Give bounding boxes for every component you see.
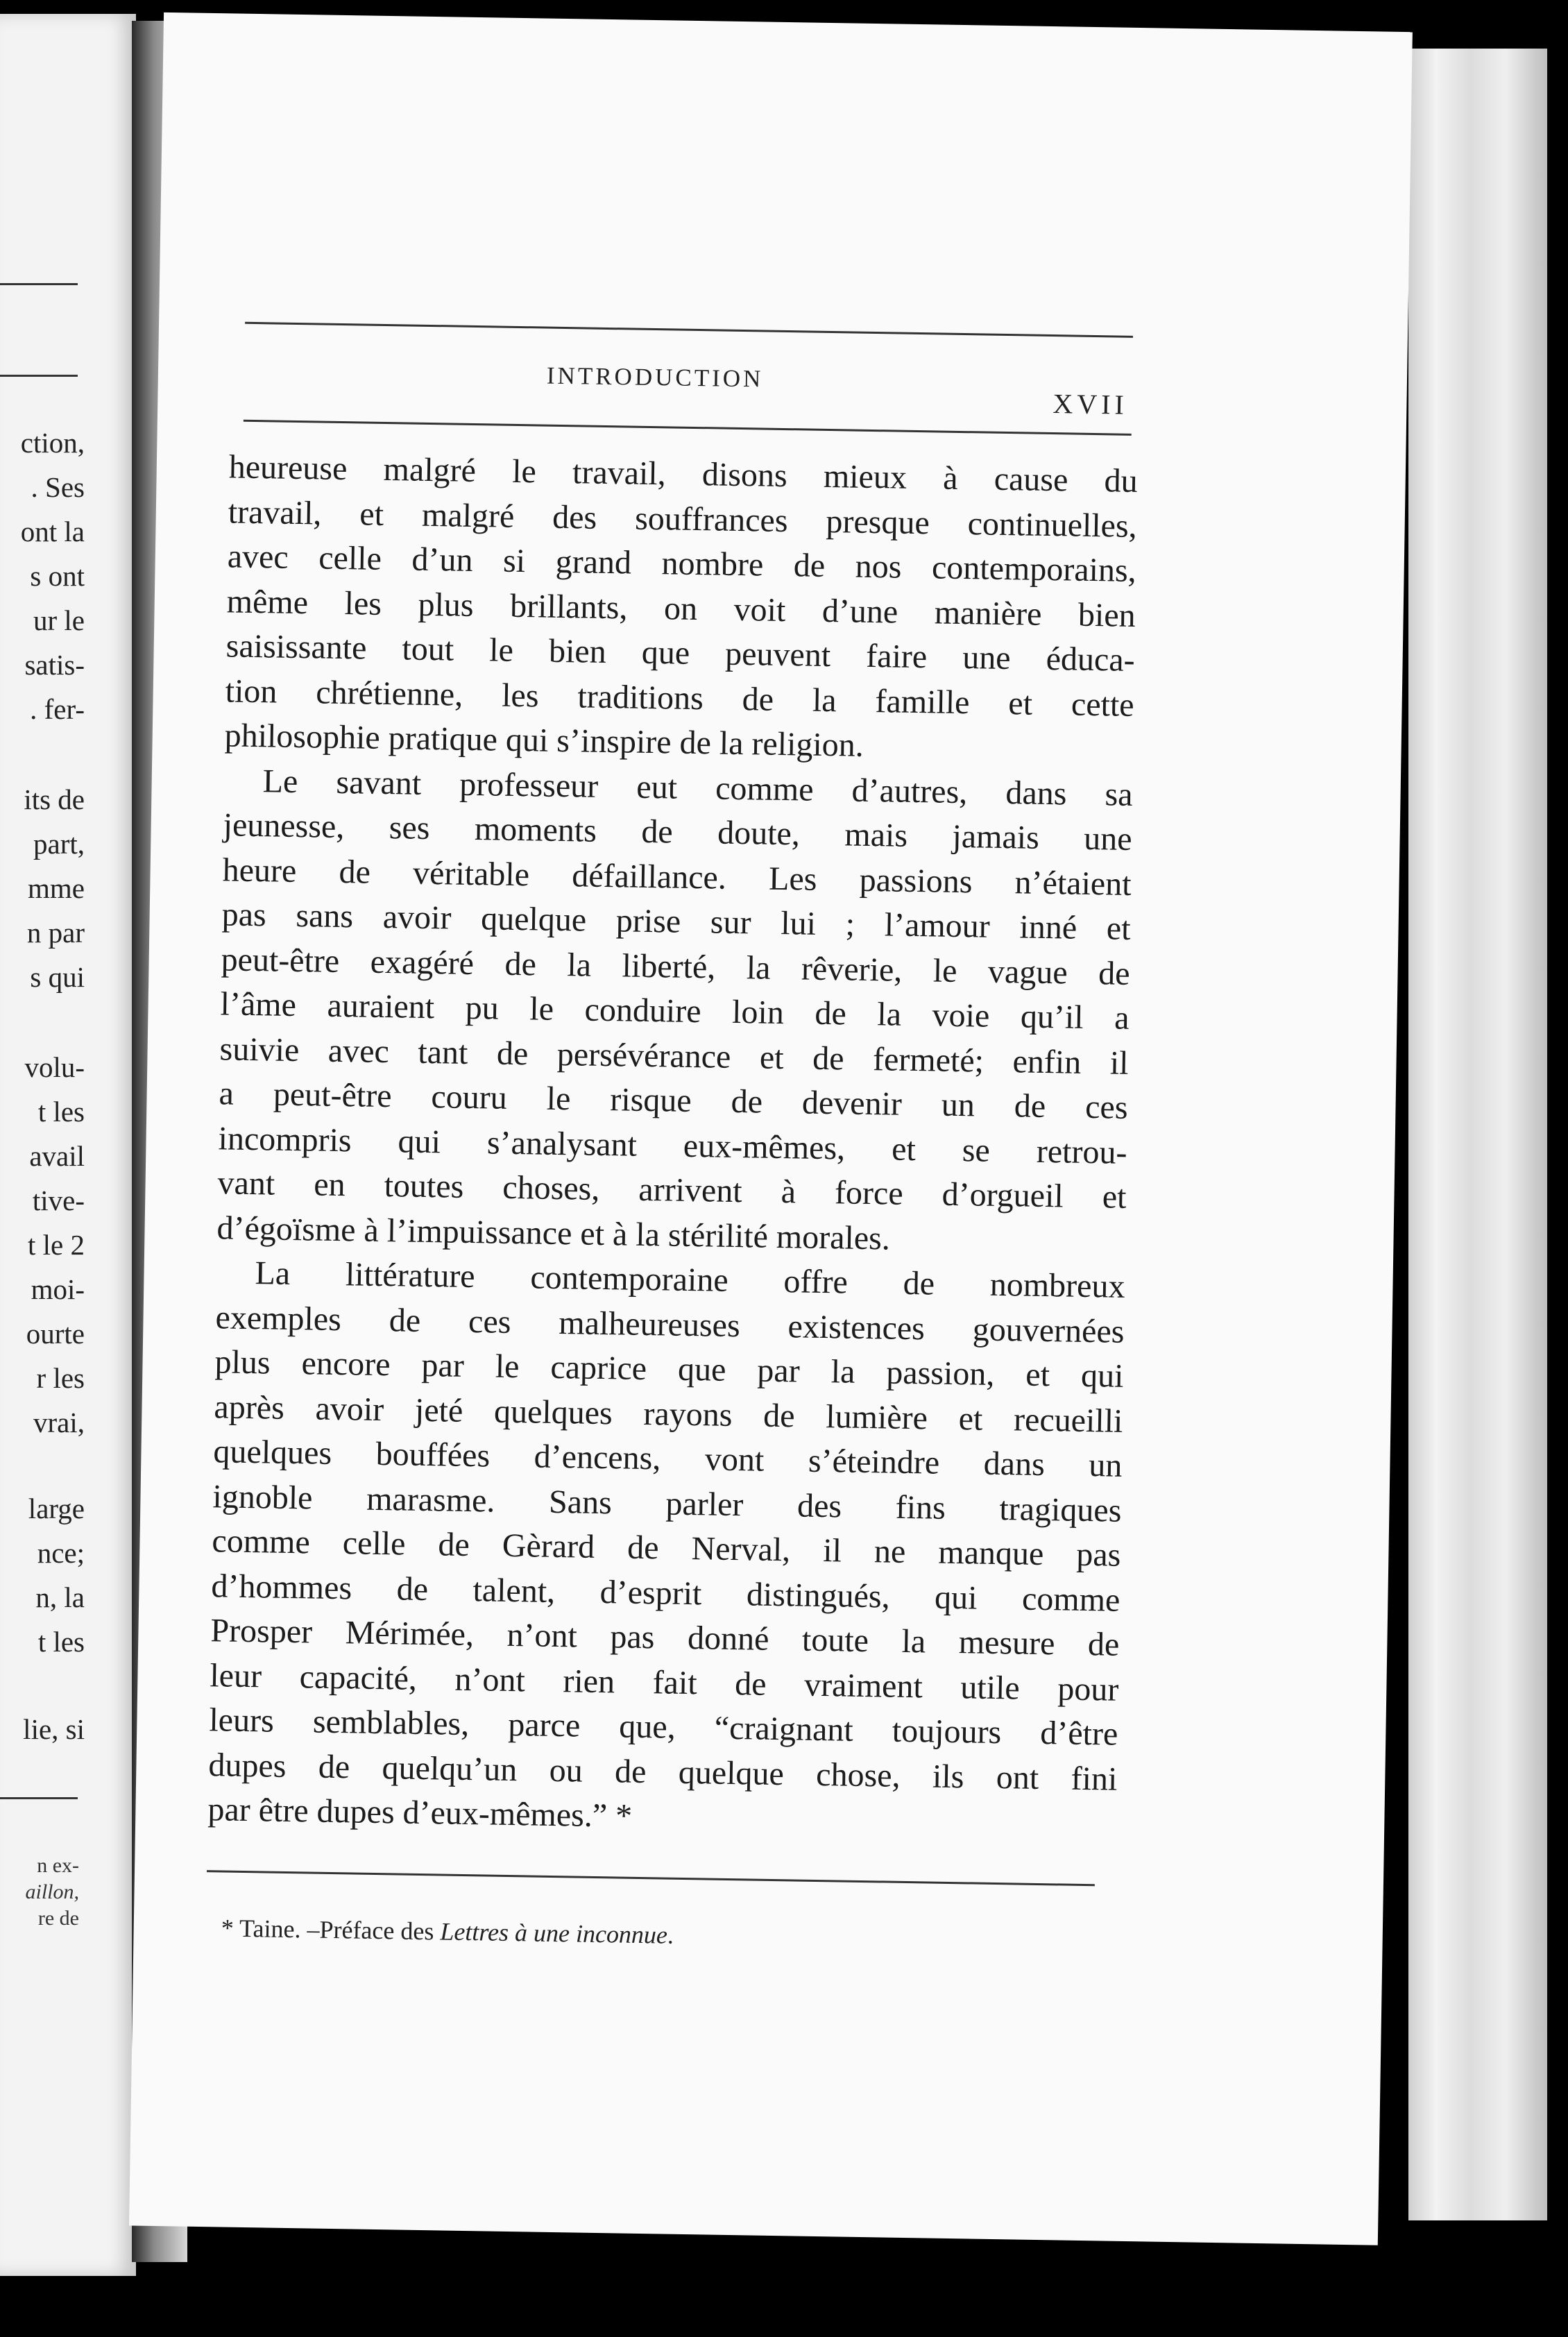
- left-page-fragment: ur le: [33, 604, 85, 636]
- text-line: par être dupes d’eux-mêmes.” *: [207, 1791, 633, 1835]
- left-page-fragment: mme: [28, 872, 85, 904]
- running-head: INTRODUCTION: [546, 362, 764, 393]
- text-line: suivie avec tant de persévérance et de fermeté; enfin il: [219, 1030, 1129, 1082]
- left-page-footnote-fragment: n ex-: [37, 1854, 79, 1877]
- body-text: [207, 445, 1138, 1846]
- left-page-fragment: volu-: [24, 1051, 85, 1083]
- left-page-fragment: t les: [37, 1096, 85, 1128]
- left-page-fragment: r les: [36, 1362, 85, 1394]
- left-page-fragment: ction,: [20, 427, 85, 459]
- text-line: La littérature contemporaine offre de nombreux: [255, 1255, 1125, 1305]
- page-number: XVII: [1053, 388, 1129, 420]
- left-page-rule: [0, 1797, 78, 1799]
- left-page-fragment: vrai,: [33, 1407, 85, 1438]
- text-line: travail, et malgré des souffrances presque continuelles,: [228, 493, 1138, 545]
- left-page-fragment: s ont: [30, 560, 85, 592]
- left-page-fragment: . Ses: [31, 471, 85, 503]
- right-page: [129, 12, 1413, 2245]
- footnote-prefix: * Taine. –Préface des: [221, 1914, 441, 1946]
- text-line: heureuse malgré le travail, disons mieux à cause du: [228, 448, 1139, 500]
- left-page-fragment: s qui: [30, 961, 85, 993]
- left-page-footnote-fragment: re de: [37, 1907, 79, 1930]
- text-line: jeunesse, ses moments de doute, mais jamais une: [223, 806, 1132, 858]
- text-line: Prosper Mérimée, n’ont pas donné toute la mesure de: [210, 1612, 1120, 1663]
- left-page-fragment: avail: [29, 1140, 85, 1172]
- left-page-fragment: satis-: [24, 649, 85, 681]
- text-line: saisissante tout le bien que peuvent faire une éduca-: [225, 627, 1136, 679]
- text-line: vant en toutes choses, arrivent à force d’orgueil et: [217, 1164, 1127, 1216]
- footnote-suffix: .: [667, 1921, 674, 1949]
- text-line: leur capacité, n’ont rien fait de vraiment utile pour: [210, 1656, 1119, 1708]
- text-line: pas sans avoir quelque prise sur lui ; l’amour inné et: [221, 896, 1131, 947]
- left-page-fragment: its de: [24, 783, 85, 815]
- footnote: [221, 1914, 674, 1950]
- text-line: d’hommes de talent, d’esprit distingués, qui comme: [211, 1567, 1120, 1619]
- text-line: leurs semblables, parce que, “craignant toujours d’être: [209, 1701, 1118, 1753]
- left-page-footnote-fragment: aillon,: [25, 1880, 79, 1903]
- text-line: dupes de quelqu’un ou de quelque chose, ils ont fini: [208, 1746, 1118, 1798]
- text-line: tion chrétienne, les traditions de la famille et cette: [225, 672, 1135, 724]
- text-line: quelques bouffées d’encens, vont s’éteindre dans un: [213, 1433, 1123, 1484]
- left-page: [0, 14, 136, 2276]
- text-line: exemples de ces malheureuses existences gouvernées: [215, 1298, 1125, 1350]
- text-line: plus encore par le caprice que par la passion, et qui: [214, 1343, 1124, 1395]
- left-page-fragment: part,: [33, 828, 85, 860]
- text-line: heure de véritable défaillance. Les passions n’étaient: [222, 851, 1132, 903]
- left-page-fragment: n, la: [35, 1581, 85, 1613]
- text-line: Le savant professeur eut comme d’autres, dans sa: [262, 762, 1133, 813]
- footnote-title: Lettres à une inconnue: [440, 1917, 668, 1949]
- text-line: d’égoïsme à l’impuissance et à la stérilité morales.: [216, 1209, 891, 1257]
- left-page-rule: [0, 375, 78, 377]
- text-line: ignoble marasme. Sans parler des fins tragiques: [212, 1477, 1122, 1529]
- text-line: incompris qui s’analysant eux-mêmes, et se retrou-: [218, 1119, 1127, 1171]
- left-page-fragment: t le 2: [28, 1229, 85, 1261]
- text-line: après avoir jeté quelques rayons de lumière et recueilli: [214, 1388, 1123, 1440]
- left-page-fragment: lie, si: [23, 1713, 85, 1745]
- left-page-fragment: moi-: [31, 1273, 85, 1305]
- page-edges: [1408, 49, 1547, 2220]
- left-page-fragment: . fer-: [30, 693, 85, 725]
- left-page-fragment: nce;: [37, 1537, 85, 1569]
- left-page-rule: [0, 283, 78, 285]
- text-line: avec celle d’un si grand nombre de nos contemporains,: [227, 538, 1137, 589]
- text-line: même les plus brillants, on voit d’une manière bien: [226, 582, 1136, 634]
- left-page-fragment: tive-: [32, 1184, 85, 1216]
- text-line: a peut-être couru le risque de devenir un de ces: [219, 1075, 1128, 1126]
- header-rule: [245, 322, 1133, 338]
- text-line: comme celle de Gèrard de Nerval, il ne manque pas: [212, 1522, 1121, 1574]
- footnote-rule: [207, 1870, 1095, 1886]
- text-line: l’âme auraient pu le conduire loin de la voie qu’il a: [220, 985, 1130, 1037]
- left-page-fragment: t les: [37, 1626, 85, 1658]
- header-rule: [244, 420, 1132, 436]
- left-page-fragment: n par: [26, 917, 85, 949]
- left-page-fragment: large: [28, 1493, 85, 1524]
- left-page-fragment: ourte: [26, 1318, 85, 1350]
- left-page-fragment: ont la: [20, 516, 85, 547]
- text-line: philosophie pratique qui s’inspire de la religion.: [224, 717, 864, 764]
- text-line: peut-être exagéré de la liberté, la rêverie, le vague de: [221, 940, 1130, 992]
